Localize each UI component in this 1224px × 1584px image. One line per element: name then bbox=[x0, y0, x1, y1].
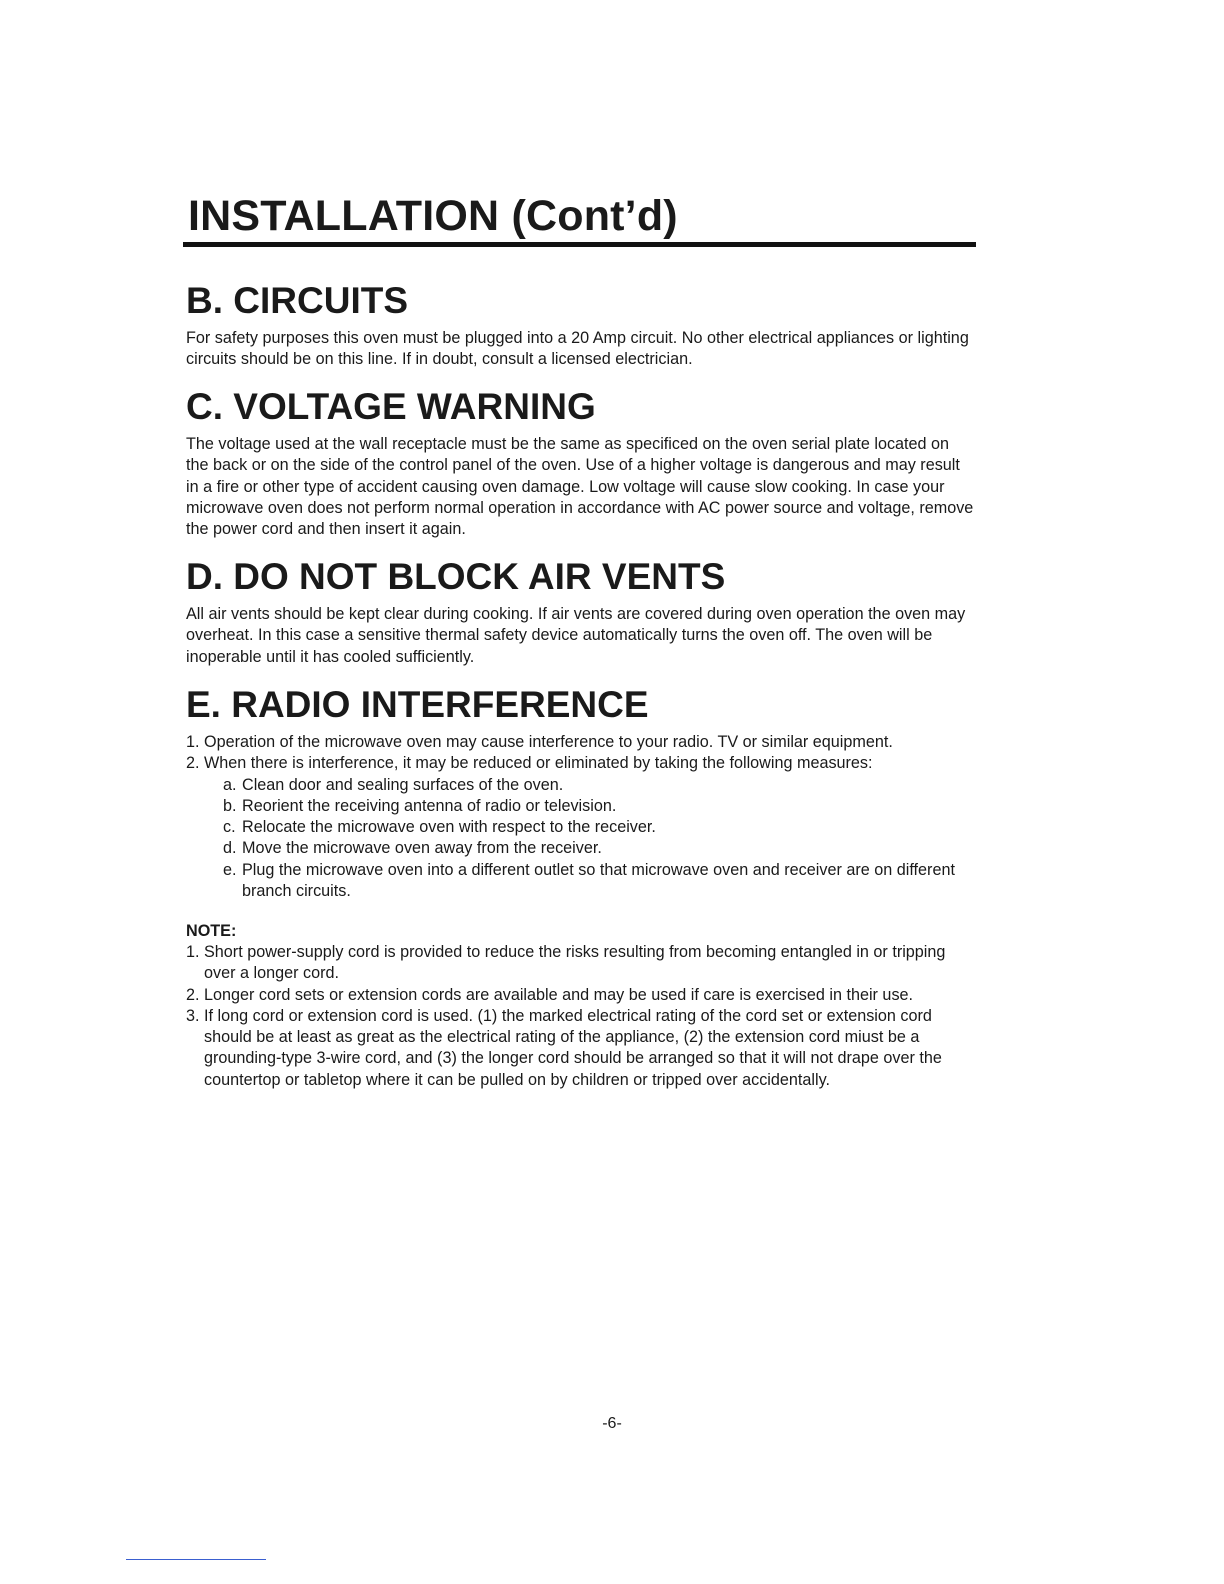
list-item-text: When there is interference, it may be reduced or eliminated by taking the following measures: bbox=[204, 754, 873, 773]
sub-list-item bbox=[223, 838, 976, 859]
section-heading-circuits: B. CIRCUITS bbox=[186, 280, 408, 321]
section-heading-air-vents: D. DO NOT BLOCK AIR VENTS bbox=[186, 556, 726, 597]
note-section bbox=[186, 920, 976, 1091]
page-title: INSTALLATION (Cont’d) bbox=[188, 192, 678, 240]
sub-list-marker: e. bbox=[223, 860, 237, 879]
sub-list-item-text: Move the microwave oven away from the receiver. bbox=[242, 839, 602, 858]
section-air-vents bbox=[186, 556, 976, 668]
section-radio-interference bbox=[186, 684, 976, 902]
sub-list-item bbox=[223, 775, 976, 796]
section-body-circuits: For safety purposes this oven must be plugged into a 20 Amp circuit. No other electrical appliances or lighting circuits should be on this line. If in doubt, consult a licensed electrician. bbox=[186, 329, 969, 369]
section-heading-radio-interference: E. RADIO INTERFERENCE bbox=[186, 684, 649, 725]
bottom-link-underline bbox=[126, 1559, 266, 1560]
list-item bbox=[186, 753, 976, 902]
list-item-text: Longer cord sets or extension cords are available and may be used if care is exercised in their use. bbox=[204, 985, 914, 1004]
list-item-text: Operation of the microwave oven may cause interference to your radio. TV or similar equipment. bbox=[204, 733, 893, 751]
list-marker: 1. bbox=[186, 943, 200, 961]
section-heading-voltage-warning: C. VOLTAGE WARNING bbox=[186, 386, 596, 427]
radio-interference-list bbox=[186, 732, 976, 902]
title-underline bbox=[183, 242, 976, 247]
sub-list-marker: a. bbox=[223, 775, 237, 794]
sub-list-item-text: Plug the microwave oven into a different outlet so that microwave oven and receiver are on different branch circuits. bbox=[242, 860, 955, 901]
list-item bbox=[186, 1006, 976, 1091]
sub-list-marker: b. bbox=[223, 796, 237, 815]
section-body-voltage-warning: The voltage used at the wall receptacle must be the same as specificed on the oven serial plate located on the back or on the side of the control panel of the oven. Use of a higher voltage is dangerous and may result in a fire or other type of accident causing oven damage. Low voltage will cause slow cooking. In case your microwave oven does not perform normal operation in accordance with AC power source and voltage, remove the power cord and then insert it again. bbox=[186, 435, 974, 539]
list-marker: 3. bbox=[186, 1006, 200, 1025]
note-heading: NOTE: bbox=[186, 922, 237, 940]
section-voltage-warning bbox=[186, 386, 976, 540]
sub-list-item-text: Reorient the receiving antenna of radio or television. bbox=[242, 796, 617, 815]
list-marker: 2. bbox=[186, 985, 200, 1004]
interference-measures-list bbox=[204, 775, 976, 903]
sub-list-item-text: Clean door and sealing surfaces of the oven. bbox=[242, 775, 564, 794]
list-item bbox=[186, 732, 976, 753]
sub-list-item bbox=[223, 860, 976, 903]
sub-list-item bbox=[223, 796, 976, 817]
list-item-text: If long cord or extension cord is used. (1) the marked electrical rating of the cord set or extension cord should be at least as great as the electrical rating of the appliance, (2) the extension cord miust be a grounding-type 3-wire cord, and (3) the longer cord should be arranged so that it will not drape over the countertop or tabletop where it can be pulled on by children or tripped over accidentally. bbox=[204, 1006, 942, 1089]
sub-list-marker: d. bbox=[223, 839, 237, 858]
section-body-air-vents: All air vents should be kept clear during cooking. If air vents are covered during oven operation the oven may overheat. In this case a sensitive thermal safety device automatically turns the oven off. The oven will be inoperable until it has cooled sufficiently. bbox=[186, 605, 966, 666]
sub-list-marker: c. bbox=[223, 818, 236, 837]
sub-list-item-text: Relocate the microwave oven with respect to the receiver. bbox=[242, 818, 656, 837]
list-item bbox=[186, 942, 976, 985]
list-marker: 1. bbox=[186, 733, 200, 751]
section-circuits bbox=[186, 280, 976, 371]
page-number: -6- bbox=[602, 1415, 622, 1432]
list-item bbox=[186, 985, 976, 1006]
list-item-text: Short power-supply cord is provided to reduce the risks resulting from becoming entangled in or tripping over a longer cord. bbox=[204, 943, 946, 983]
sub-list-item bbox=[223, 817, 976, 838]
list-marker: 2. bbox=[186, 754, 200, 773]
note-list bbox=[186, 942, 976, 1091]
